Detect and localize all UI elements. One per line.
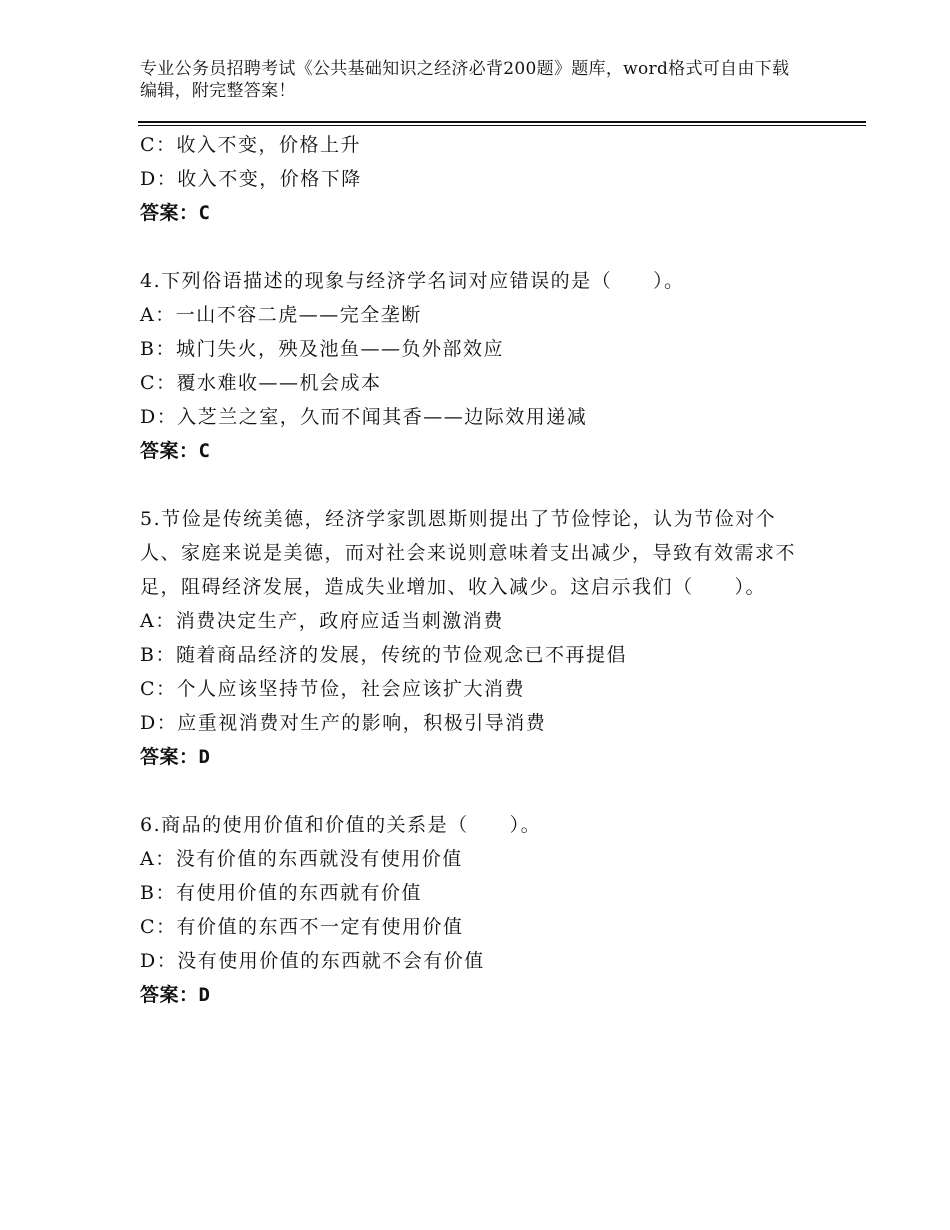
option-d: D：没有使用价值的东西就不会有价值 <box>140 950 485 972</box>
header-rule-thick <box>138 121 866 123</box>
option-d: D：应重视消费对生产的影响，积极引导消费 <box>140 712 547 734</box>
question-block <box>140 264 820 468</box>
answer-line: 答案：D <box>140 746 211 768</box>
option-a: A：一山不容二虎——完全垄断 <box>140 304 422 326</box>
option-a: A：没有价值的东西就没有使用价值 <box>140 848 463 870</box>
page-header: 专业公务员招聘考试《公共基础知识之经济必背200题》题库，word格式可自由下载编辑，附完整答案！ <box>140 59 790 101</box>
question-block <box>140 808 820 1012</box>
answer-line: 答案：C <box>140 440 211 462</box>
option-c: C：有价值的东西不一定有使用价值 <box>140 916 464 938</box>
question-stem: 4.下列俗语描述的现象与经济学名词对应错误的是（ ）。 <box>140 270 685 292</box>
question-list <box>140 128 820 1012</box>
answer-line: 答案：C <box>140 202 211 224</box>
question-stem: 6.商品的使用价值和价值的关系是（ ）。 <box>140 814 542 836</box>
question-block <box>140 502 820 774</box>
option-b: B：随着商品经济的发展，传统的节俭观念已不再提倡 <box>140 644 627 666</box>
option-c: C：收入不变，价格上升 <box>140 134 362 156</box>
option-b: B：城门失火，殃及池鱼——负外部效应 <box>140 338 504 360</box>
question-block <box>140 128 820 230</box>
option-d: D：收入不变，价格下降 <box>140 168 362 190</box>
option-c: C：覆水难收——机会成本 <box>140 372 382 394</box>
option-c: C：个人应该坚持节俭，社会应该扩大消费 <box>140 678 526 700</box>
option-a: A：消费决定生产，政府应适当刺激消费 <box>140 610 504 632</box>
option-d: D：入芝兰之室，久而不闻其香——边际效用递减 <box>140 406 588 428</box>
question-stem: 5.节俭是传统美德，经济学家凯恩斯则提出了节俭悖论，认为节俭对个人、家庭来说是美德，而对社会来说则意味着支出减少，导致有效需求不足，阻碍经济发展，造成失业增加、收入减少。这启示我们（ ）。 <box>140 508 797 598</box>
option-b: B：有使用价值的东西就有价值 <box>140 882 422 904</box>
answer-line: 答案：D <box>140 984 211 1006</box>
header-rule-thin <box>138 125 866 126</box>
